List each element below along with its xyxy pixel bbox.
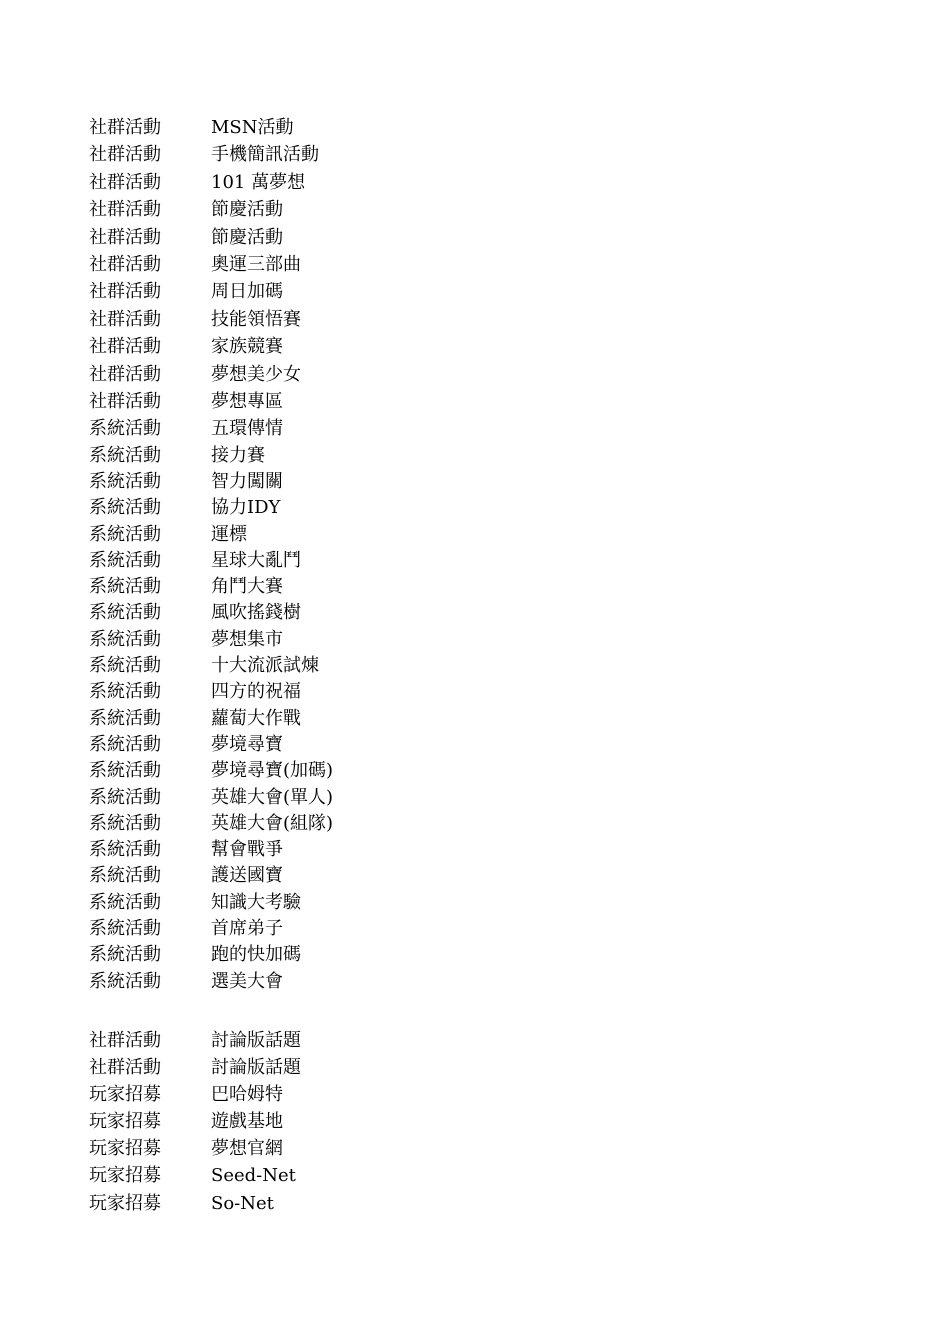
row-item: 奧運三部曲 xyxy=(211,254,301,275)
row-item: 討論版話題 xyxy=(211,1057,301,1078)
row-item: 選美大會 xyxy=(211,971,283,992)
list-row xyxy=(89,626,283,653)
row-category: 社群活動 xyxy=(89,391,161,412)
list-row xyxy=(89,599,301,626)
list-row xyxy=(89,169,305,196)
list-row xyxy=(89,141,319,168)
list-row xyxy=(89,521,247,548)
row-category: 系統活動 xyxy=(89,602,161,623)
row-item: 首席弟子 xyxy=(211,918,283,939)
row-category: 社群活動 xyxy=(89,117,161,138)
row-category: 系統活動 xyxy=(89,734,161,755)
row-category: 系統活動 xyxy=(89,524,161,545)
row-category: 社群活動 xyxy=(89,309,161,330)
row-item: 周日加碼 xyxy=(211,281,283,302)
row-category: 系統活動 xyxy=(89,576,161,597)
row-item: 巴哈姆特 xyxy=(211,1084,283,1105)
row-item: 智力闖關 xyxy=(211,471,283,492)
row-item: 知識大考驗 xyxy=(211,892,301,913)
row-item: 蘿蔔大作戰 xyxy=(211,708,301,729)
list-row xyxy=(89,361,301,388)
row-item: 夢想專區 xyxy=(211,391,283,412)
row-item: 節慶活動 xyxy=(211,199,283,220)
list-row xyxy=(89,333,283,360)
row-category: 系統活動 xyxy=(89,497,161,518)
row-category: 玩家招募 xyxy=(89,1138,161,1159)
row-item: 角鬥大賽 xyxy=(211,576,283,597)
row-category: 系統活動 xyxy=(89,865,161,886)
list-row xyxy=(89,836,283,863)
row-category: 社群活動 xyxy=(89,254,161,275)
row-category: 社群活動 xyxy=(89,364,161,385)
row-category: 玩家招募 xyxy=(89,1084,161,1105)
row-category: 系統活動 xyxy=(89,813,161,834)
row-category: 社群活動 xyxy=(89,281,161,302)
row-item: 幫會戰爭 xyxy=(211,839,283,860)
list-row xyxy=(89,705,301,732)
row-item: 家族競賽 xyxy=(211,336,283,357)
row-item: 護送國寶 xyxy=(211,865,283,886)
row-item: So-Net xyxy=(211,1193,274,1214)
row-item: 協力IDY xyxy=(211,497,281,518)
row-item: 遊戲基地 xyxy=(211,1111,283,1132)
row-item: 101 萬夢想 xyxy=(211,172,306,193)
row-category: 系統活動 xyxy=(89,839,161,860)
list-row xyxy=(89,652,319,679)
row-item: 夢想官網 xyxy=(211,1138,283,1159)
row-item: Seed-Net xyxy=(211,1165,296,1186)
list-row xyxy=(89,1190,274,1217)
row-category: 系統活動 xyxy=(89,787,161,808)
row-item: 接力賽 xyxy=(211,445,265,466)
list-row xyxy=(89,415,283,442)
row-item: 風吹搖錢樹 xyxy=(211,602,301,623)
list-row xyxy=(89,810,333,837)
row-item: 技能領悟賽 xyxy=(211,309,301,330)
list-row xyxy=(89,114,294,141)
list-row xyxy=(89,224,283,251)
row-category: 系統活動 xyxy=(89,918,161,939)
row-category: 系統活動 xyxy=(89,418,161,439)
row-item: 夢想美少女 xyxy=(211,364,301,385)
row-item: 節慶活動 xyxy=(211,227,283,248)
list-row xyxy=(89,757,333,784)
list-row xyxy=(89,862,283,889)
row-category: 社群活動 xyxy=(89,336,161,357)
row-category: 系統活動 xyxy=(89,445,161,466)
list-row xyxy=(89,573,283,600)
row-category: 系統活動 xyxy=(89,550,161,571)
row-category: 社群活動 xyxy=(89,172,161,193)
row-item: 夢境尋寶 xyxy=(211,734,283,755)
list-row xyxy=(89,1081,283,1108)
row-item: 夢想集市 xyxy=(211,629,283,650)
list-row xyxy=(89,1054,301,1081)
list-row xyxy=(89,1027,301,1054)
row-item: 討論版話題 xyxy=(211,1030,301,1051)
list-row xyxy=(89,547,301,574)
list-row xyxy=(89,388,283,415)
row-item: 四方的祝福 xyxy=(211,681,301,702)
row-item: 夢境尋寶(加碼) xyxy=(211,760,334,781)
list-row xyxy=(89,278,283,305)
row-item: 星球大亂鬥 xyxy=(211,550,301,571)
row-category: 社群活動 xyxy=(89,1030,161,1051)
list-row xyxy=(89,442,265,469)
row-category: 玩家招募 xyxy=(89,1193,161,1214)
row-item: 十大流派試煉 xyxy=(211,655,319,676)
row-category: 玩家招募 xyxy=(89,1111,161,1132)
row-category: 系統活動 xyxy=(89,971,161,992)
row-category: 系統活動 xyxy=(89,681,161,702)
row-item: 跑的快加碼 xyxy=(211,944,301,965)
list-row xyxy=(89,1135,283,1162)
row-category: 社群活動 xyxy=(89,1057,161,1078)
list-row xyxy=(89,678,301,705)
row-category: 系統活動 xyxy=(89,944,161,965)
row-item: MSN活動 xyxy=(211,117,294,138)
row-category: 社群活動 xyxy=(89,199,161,220)
list-row xyxy=(89,784,333,811)
list-row xyxy=(89,889,301,916)
row-item: 五環傳情 xyxy=(211,418,283,439)
list-row xyxy=(89,968,283,995)
row-item: 手機簡訊活動 xyxy=(211,144,319,165)
row-category: 社群活動 xyxy=(89,227,161,248)
list-row xyxy=(89,941,301,968)
row-category: 社群活動 xyxy=(89,144,161,165)
row-item: 運標 xyxy=(211,524,247,545)
row-category: 系統活動 xyxy=(89,655,161,676)
list-row xyxy=(89,1108,283,1135)
row-category: 玩家招募 xyxy=(89,1165,161,1186)
row-item: 英雄大會(單人) xyxy=(211,787,334,808)
list-row xyxy=(89,915,283,942)
list-row xyxy=(89,1162,296,1189)
list-row xyxy=(89,306,301,333)
row-category: 系統活動 xyxy=(89,708,161,729)
row-item: 英雄大會(組隊) xyxy=(211,813,334,834)
row-category: 系統活動 xyxy=(89,892,161,913)
row-category: 系統活動 xyxy=(89,629,161,650)
list-row xyxy=(89,494,280,521)
row-category: 系統活動 xyxy=(89,471,161,492)
list-row xyxy=(89,251,301,278)
list-row xyxy=(89,196,283,223)
list-row xyxy=(89,731,283,758)
list-row xyxy=(89,468,283,495)
row-category: 系統活動 xyxy=(89,760,161,781)
